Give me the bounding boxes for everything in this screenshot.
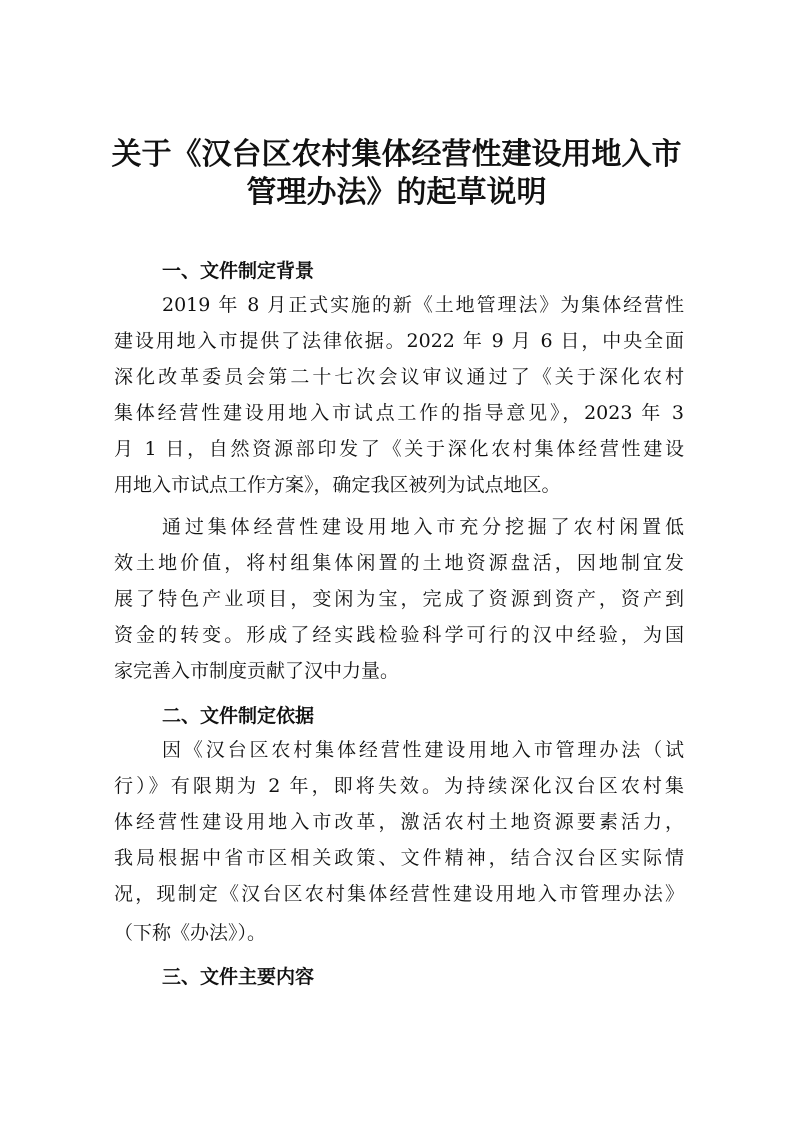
paragraph-line: 展了特色产业项目，变闲为宝，完成了资源到资产，资产到 bbox=[114, 588, 684, 610]
paragraph-line: 因《汉台区农村集体经营性建设用地入市管理办法（试 bbox=[162, 739, 684, 761]
section-heading-3: 三、文件主要内容 bbox=[162, 966, 315, 988]
paragraph-line: 用地入市试点工作方案》，确定我区被列为试点地区。 bbox=[114, 474, 561, 496]
paragraph-line: 建设用地入市提供了法律依据。2022 年 9 月 6 日，中央全面 bbox=[114, 330, 684, 352]
paragraph-line: 家完善入市制度贡献了汉中力量。 bbox=[114, 660, 400, 682]
section-heading-1: 一、文件制定背景 bbox=[162, 260, 315, 282]
paragraph-line: 行）》有限期为 2 年，即将失效。为持续深化汉台区农村集 bbox=[114, 775, 684, 797]
paragraph-line: （下称《办法》）。 bbox=[114, 922, 267, 944]
document-title-line-1: 关于《汉台区农村集体经营性建设用地入市 bbox=[111, 137, 682, 172]
paragraph-line: 体经营性建设用地入市改革，激活农村土地资源要素活力， bbox=[114, 811, 684, 833]
paragraph-line: 月 1 日，自然资源部印发了《关于深化农村集体经营性建设 bbox=[114, 438, 684, 460]
paragraph-line: 我局根据中省市区相关政策、文件精神，结合汉台区实际情 bbox=[114, 847, 684, 869]
paragraph-line: 深化改革委员会第二十七次会议审议通过了《关于深化农村 bbox=[114, 366, 684, 388]
paragraph-line: 集体经营性建设用地入市试点工作的指导意见》，2023 年 3 bbox=[114, 402, 684, 424]
paragraph-line: 2019 年 8 月正式实施的新《土地管理法》为集体经营性 bbox=[162, 294, 684, 316]
paragraph-line: 通过集体经营性建设用地入市充分挖掘了农村闲置低 bbox=[162, 516, 684, 538]
document-title-line-2: 管理办法》的起草说明 bbox=[246, 175, 547, 210]
paragraph-line: 资金的转变。形成了经实践检验科学可行的汉中经验，为国 bbox=[114, 624, 684, 646]
section-heading-2: 二、文件制定依据 bbox=[162, 705, 315, 727]
paragraph-line: 效土地价值，将村组集体闲置的土地资源盘活，因地制宜发 bbox=[114, 552, 684, 574]
paragraph-line: 况，现制定《汉台区农村集体经营性建设用地入市管理办法》 bbox=[114, 883, 684, 905]
